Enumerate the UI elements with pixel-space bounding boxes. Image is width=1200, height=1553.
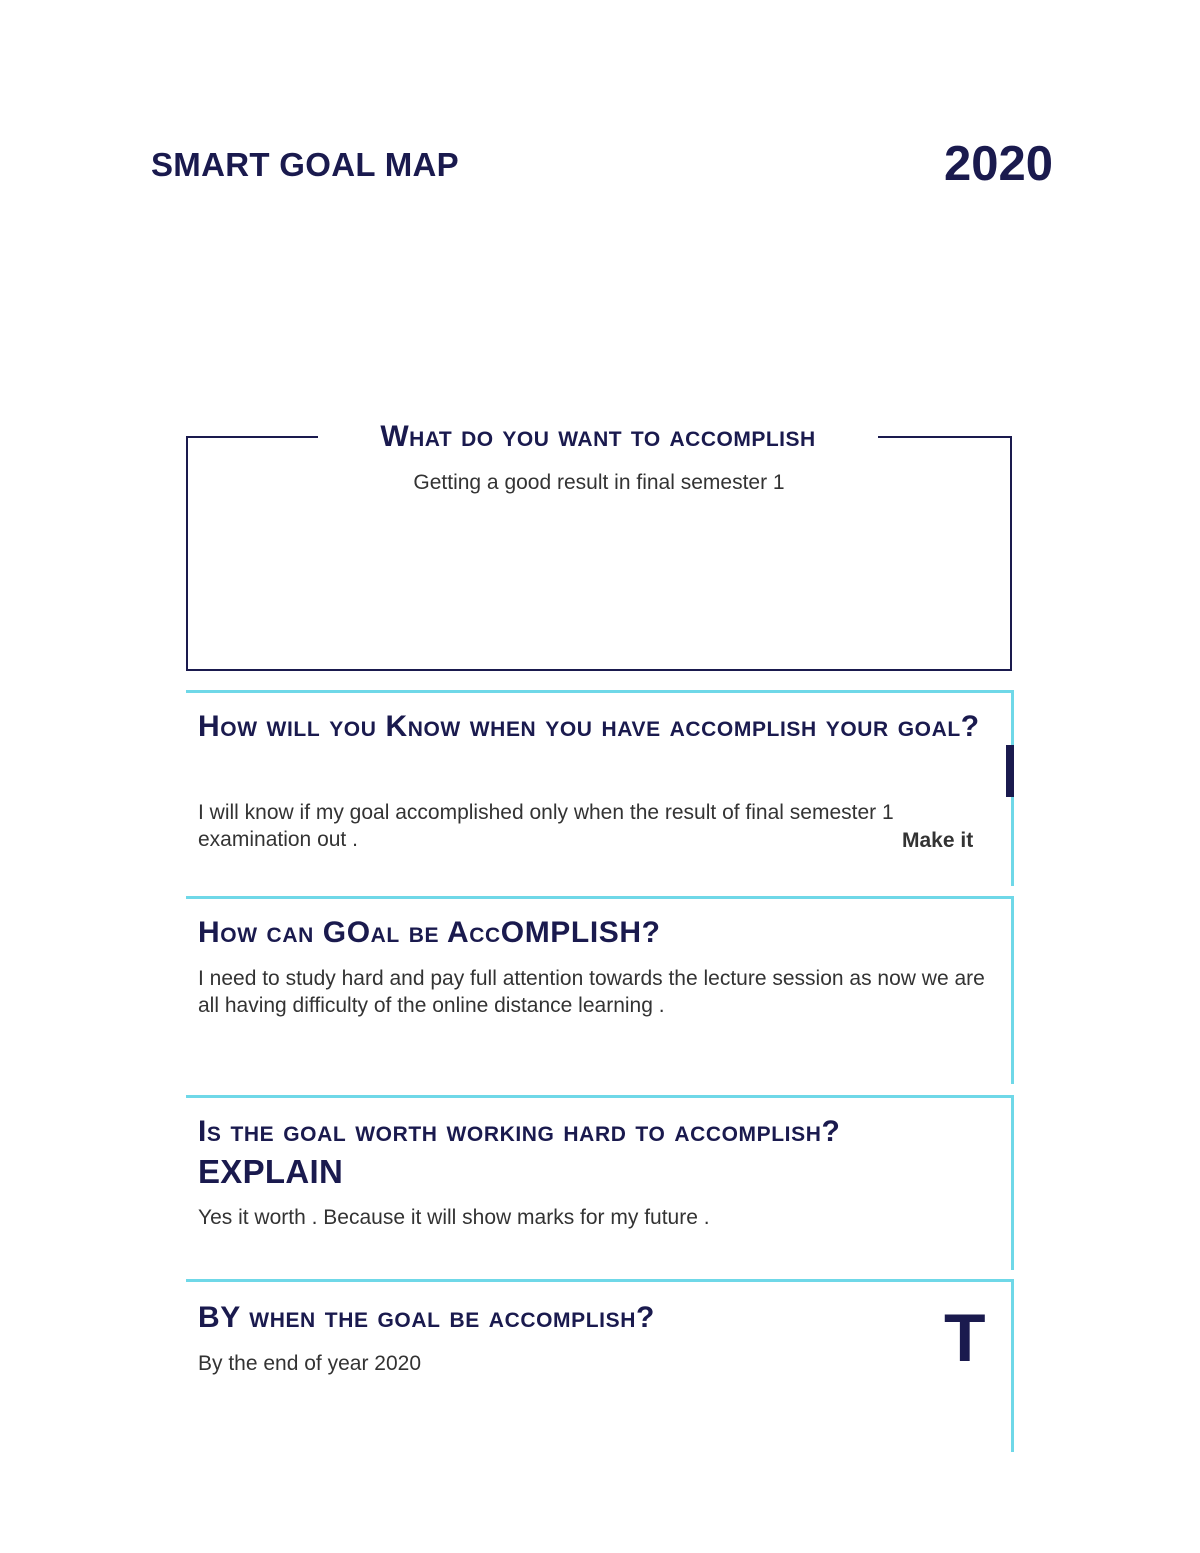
make-it-label: Make it [902, 829, 974, 852]
timebound-answer[interactable]: By the end of year 2020 [198, 1352, 421, 1375]
measurable-heading: How will you Know when you have accomplish your goal? [198, 710, 980, 743]
what-heading: What do you want to accomplish [380, 420, 816, 453]
year-label: 2020 [944, 137, 1054, 191]
measurable-letter-mark [1006, 745, 1014, 797]
timebound-section [186, 1279, 1014, 1452]
timebound-heading: BY when the goal be accomplish? [198, 1301, 655, 1334]
measurable-section [186, 690, 1014, 886]
relevant-answer[interactable]: Yes it worth . Because it will show marks for my future . [198, 1206, 710, 1229]
measurable-answer[interactable]: I will know if my goal accomplished only when the result of final semester 1 examination out . [198, 801, 894, 851]
page-title: SMART GOAL MAP [151, 146, 459, 183]
relevant-section [186, 1095, 1014, 1270]
achievable-heading: How can GOal be AccOMPLISH? [198, 916, 661, 949]
relevant-heading: Is the goal worth working hard to accomplish? [198, 1115, 841, 1148]
timebound-letter: T [944, 1300, 986, 1376]
what-answer[interactable]: Getting a good result in final semester 1 [413, 471, 785, 494]
achievable-answer[interactable]: I need to study hard and pay full attention towards the lecture session as now we are all having difficulty of the online distance learning . [198, 967, 985, 1017]
achievable-section [186, 896, 1014, 1084]
relevant-explain: EXPLAIN [198, 1153, 344, 1190]
